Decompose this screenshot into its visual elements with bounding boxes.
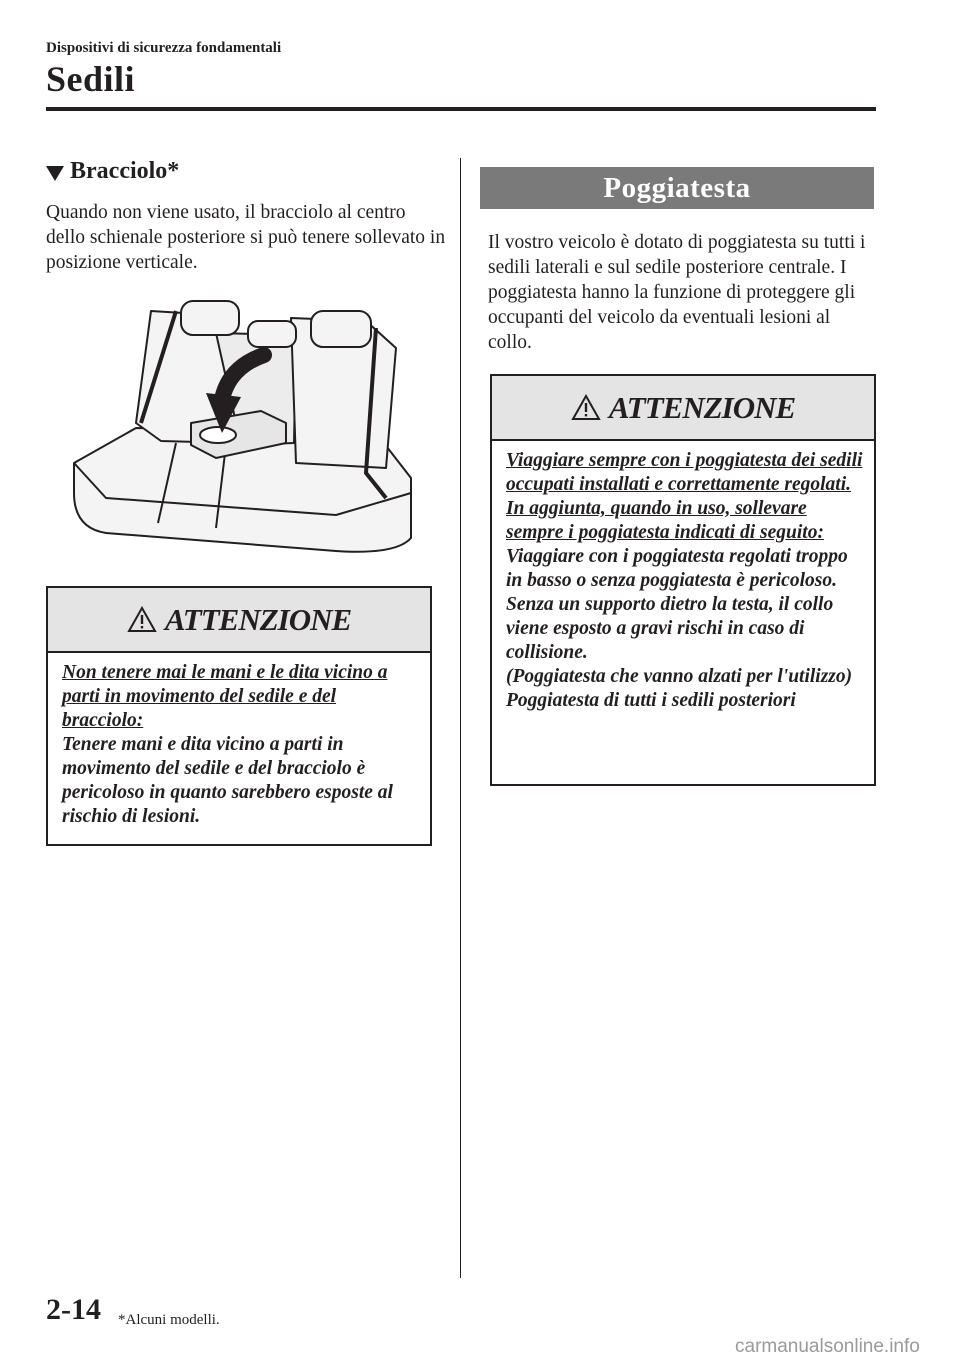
warning-header bbox=[48, 588, 430, 653]
warning-triangle-icon bbox=[127, 606, 157, 633]
headrest-banner: Poggiatesta bbox=[480, 167, 874, 209]
warning-body bbox=[48, 653, 430, 839]
warning-note: (Poggiatesta che vanno alzati per l'utilizzo) bbox=[506, 666, 853, 687]
header-rule bbox=[46, 107, 876, 111]
column-divider bbox=[460, 158, 461, 1278]
warning-title: ATTENZIONE bbox=[164, 601, 352, 637]
page-title: Sedili bbox=[46, 59, 136, 99]
warning-note: Poggiatesta di tutti i sedili posteriori bbox=[506, 690, 796, 711]
warning-lead: Viaggiare sempre con i poggiatesta dei sedili occupati installati e correttamente regolati. In aggiunta, quando in uso, sollevare sempre i poggiatesta indicati di seguito: bbox=[506, 450, 863, 543]
warning-lead: Non tenere mai le mani e le dita vicino a parti in movimento del sedile e del bracciolo: bbox=[62, 662, 388, 731]
warning-body bbox=[492, 441, 874, 723]
running-header-section: Dispositivi di sicurezza fondamentali bbox=[46, 40, 282, 56]
headrest-paragraph: Il vostro veicolo è dotato di poggiatesta su tutti i sedili laterali e sul sedile posteriore centrale. I poggiatesta hanno la funzione di proteggere gli occupanti del veicolo da eventuali lesioni al collo. bbox=[488, 232, 866, 353]
warning-text: Tenere mani e dita vicino a parti in movimento del sedile e del bracciolo è pericoloso in quanto sarebbero esposte al rischio di lesioni. bbox=[62, 734, 393, 827]
triangle-bullet-icon bbox=[46, 166, 64, 181]
warning-title: ATTENZIONE bbox=[608, 389, 796, 425]
warning-text: Viaggiare con i poggiatesta regolati troppo in basso o senza poggiatesta è pericoloso. Senza un supporto dietro la testa, il collo viene esposto a gravi rischi in caso di collisione. bbox=[506, 546, 848, 663]
rear-seat-armrest-illustration bbox=[66, 293, 416, 561]
footnote: *Alcuni modelli. bbox=[118, 1312, 220, 1328]
page-number: 2-14 bbox=[46, 1293, 101, 1326]
armrest-heading bbox=[46, 158, 179, 185]
armrest-heading-text: Bracciolo* bbox=[70, 158, 180, 184]
headrest-warning-box bbox=[490, 374, 876, 786]
armrest-paragraph: Quando non viene usato, il bracciolo al centro dello schienale posteriore si può tenere sollevato in posizione verticale. bbox=[46, 202, 446, 273]
warning-header bbox=[492, 376, 874, 441]
armrest-warning-box bbox=[46, 586, 432, 846]
watermark: carmanualsonline.info bbox=[735, 1336, 920, 1357]
warning-triangle-icon bbox=[571, 394, 601, 421]
